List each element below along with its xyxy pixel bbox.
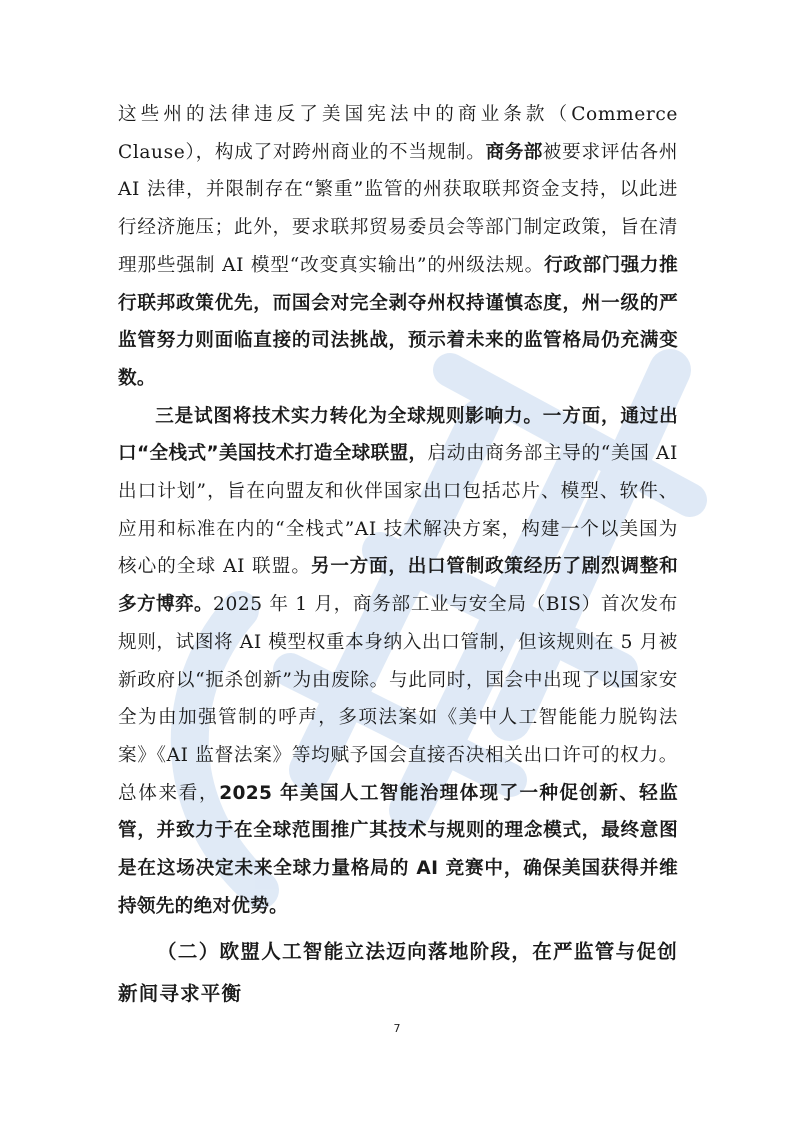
paragraph-text: 这些州的法律违反了美国宪法中的商业条款（Commerce Clause），构成了对跨州商业的不当规制。 <box>118 104 678 163</box>
bold-text: 三是试图将技术实力转化为全球规则影响力。一方面，通过出口“全栈式”美国技术打造全球联盟， <box>118 405 678 465</box>
bold-text: 另一方面，出口管制政策经历了剧烈调整和多方博弈。 <box>118 556 678 616</box>
paragraph-text: 启动由商务部主导的“美国 AI 出口计划”，旨在向盟友和伙伴国家出口包括芯片、模型、软件、应用和标准在内的“全栈式”AI 技术解决方案，构建一个以美国为核心的全球 AI 联盟。 <box>118 443 678 578</box>
page-number: 7 <box>393 1022 401 1035</box>
bold-text: 行政部门强力推行联邦政策优先，而国会对完全剥夺州权持谨慎态度，州一级的严监管努力则面临直接的司法挑战，预示着未来的监管格局仍充满变数。 <box>118 254 678 389</box>
paragraph-federal-preemption <box>118 96 678 398</box>
paragraph-text: 2025 年 1 月，商务部工业与安全局（BIS）首次发布规则，试图将 AI 模型权重本身纳入出口管制，但该规则在 5 月被新政府以“扼杀创新”为由废除。与此同时，国会中出现了以国家安全为由加强管制的呼声，多项法案如《美中人工智能能力脱钩法案》《AI 监督法案》等均赋予国会直接否决相关出口许可的权力。总体来看， <box>118 594 678 804</box>
paragraph-global-rules <box>118 398 678 926</box>
bold-text: 商务部 <box>485 141 543 163</box>
paragraph-text: 被要求评估各州 AI 法律，并限制存在“繁重”监管的州获取联邦资金支持，以此进行经济施压；此外，要求联邦贸易委员会等部门制定政策，旨在清理那些强制 AI 模型“改变真实输出”的州级法规。 <box>118 141 679 276</box>
section-heading: （二）欧盟人工智能立法迈向落地阶段，在严监管与促创新间寻求平衡 <box>118 940 678 1006</box>
document-body <box>118 96 678 1015</box>
bold-text: 2025 年美国人工智能治理体现了一种促创新、轻监管，并致力于在全球范围推广其技术与规则的理念模式，最终意图是在这场决定未来全球力量格局的 AI 竞赛中，确保美国获得并维持领先的绝对优势。 <box>118 782 678 917</box>
